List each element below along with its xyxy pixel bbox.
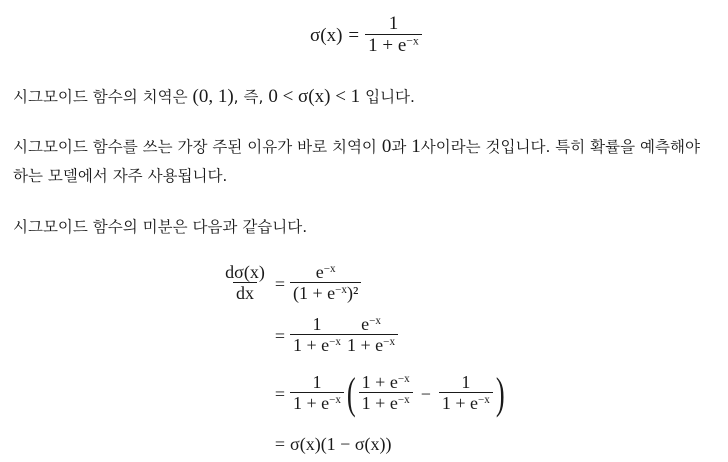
equals-sign: = — [274, 433, 286, 454]
row1-fraction — [290, 263, 361, 304]
den-close: )² — [347, 283, 359, 304]
left-big-paren: ( — [346, 369, 356, 418]
den-base: 1 + e — [293, 393, 330, 414]
den-base: 1 + e — [368, 34, 407, 56]
den-exponent: −x — [383, 336, 396, 349]
reason-text-line2: 하는 모델에서 자주 사용됩니다. — [13, 167, 228, 185]
reason-one: 1 — [411, 136, 421, 157]
e-base: e — [315, 262, 324, 283]
num-base: 1 + e — [361, 372, 398, 393]
reason-zero: 0 — [381, 136, 392, 157]
lhs-numerator: dσ(x) — [225, 262, 265, 283]
reason-text-1: 시그모이드 함수를 쓰는 가장 주된 이유가 바로 치역이 — [13, 138, 382, 156]
num-exponent: −x — [397, 373, 410, 386]
lhs-denominator: dx — [233, 282, 257, 305]
derivative-row-4 — [220, 426, 508, 462]
derivative-lhs — [222, 263, 268, 304]
reason-paragraph — [13, 132, 725, 191]
row2-fraction-a — [290, 315, 344, 356]
range-inequality: 0 < σ(x) < 1 — [268, 86, 361, 107]
range-text-3: 입니다. — [360, 88, 415, 106]
sigmoid-definition — [310, 14, 422, 58]
sigmoid-fraction — [365, 14, 422, 58]
den-exponent: −x — [329, 394, 342, 407]
derivative-row-3 — [220, 362, 508, 426]
reason-text-3: 사이라는 것입니다. 특히 확률을 예측해야 — [420, 138, 700, 156]
den-exponent: −x — [335, 284, 348, 297]
fraction-numerator: 1 — [388, 13, 399, 34]
equals-sign: = — [348, 24, 360, 46]
range-text-2: , 즉, — [233, 88, 269, 106]
den-base: 1 + e — [347, 335, 384, 356]
final-result: σ(x)(1 − σ(x)) — [290, 433, 392, 454]
derivative-row-1 — [220, 258, 508, 310]
den-exponent: −x — [477, 394, 490, 407]
den-exponent: −x — [329, 336, 342, 349]
row3-fraction-b — [359, 373, 413, 414]
den-base: 1 + e — [293, 335, 330, 356]
den-open: (1 + e — [293, 283, 336, 304]
equals-sign: = — [274, 383, 286, 404]
row3-fraction-c — [439, 373, 493, 414]
e-exponent: −x — [369, 315, 381, 328]
e-base: e — [361, 314, 370, 335]
numerator-one: 1 — [461, 372, 471, 393]
reason-text-2: 과 — [391, 138, 412, 156]
numerator-one: 1 — [312, 314, 322, 335]
derivative-row-2 — [220, 310, 508, 362]
fraction-denominator — [365, 34, 422, 58]
equals-sign: = — [274, 325, 286, 346]
e-exponent: −x — [323, 263, 336, 276]
row2-fraction-b — [344, 315, 398, 356]
derivative-intro: 시그모이드 함수의 미분은 다음과 같습니다. — [13, 218, 308, 236]
sigmoid-lhs: σ(x) — [310, 24, 343, 46]
den-base: 1 + e — [441, 393, 478, 414]
numerator-one: 1 — [312, 372, 322, 393]
range-text-1: 시그모이드 함수의 치역은 — [13, 88, 193, 106]
derivative-equations — [220, 258, 508, 462]
range-interval: (0, 1) — [192, 86, 234, 107]
equals-sign: = — [274, 273, 286, 294]
right-big-paren: ) — [495, 369, 505, 418]
row3-fraction-a — [290, 373, 344, 414]
den-base: 1 + e — [361, 393, 398, 414]
range-paragraph — [13, 82, 725, 112]
minus-sign: − — [420, 383, 431, 404]
den-exponent: −x — [397, 394, 410, 407]
den-exponent: −x — [406, 34, 419, 48]
